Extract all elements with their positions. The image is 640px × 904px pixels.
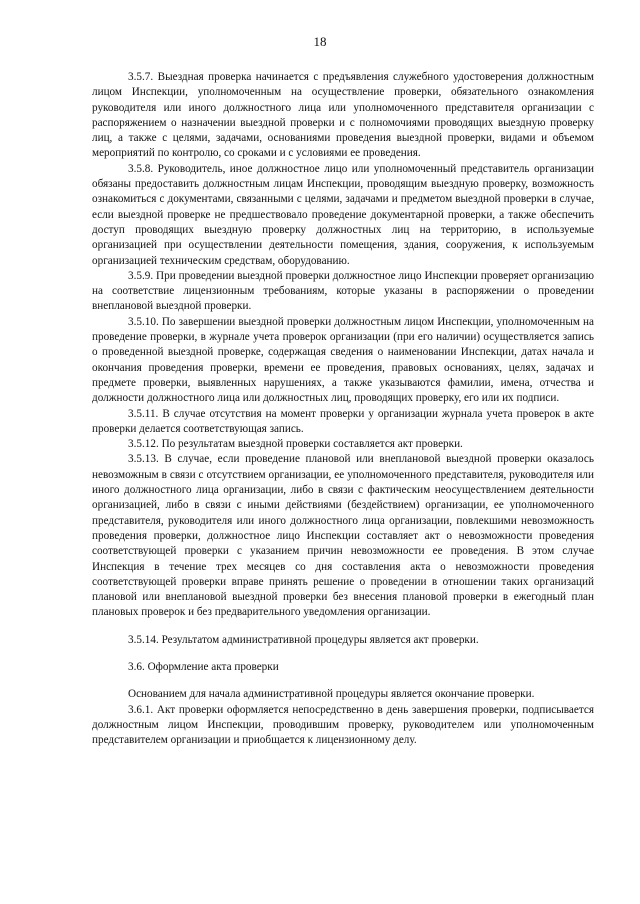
paragraph-3-5-10: 3.5.10. По завершении выездной проверки должностным лицом Инспекции, уполномоченным на проведение проверки, в журнале учета проверок организации (при его наличии) осуществляется запись о проведенной выездной проверке, содержащая сведения о наименовании Инспекции, датах начала и окончания проведения проверки, времени ее проведения, правовых основаниях, целях, задачах и предмете проверки, выявленных нарушениях, а также указываются фамилии, имена, отчества и должности должностного лица или должностных лиц, проводящих проверку, его или их подписи. bbox=[92, 315, 594, 405]
paragraph-3-5-9: 3.5.9. При проведении выездной проверки должностное лицо Инспекции проверяет организацию на соответствие лицензионным требованиям, которые указаны в распоряжении о проведении внеплановой выездной проверки. bbox=[92, 269, 594, 313]
paragraph-3-5-13: 3.5.13. В случае, если проведение плановой или внеплановой выездной проверки оказалось невозможным в связи с отсутствием организации, ее уполномоченного представителя, руководителя или иного должностного лица организации, либо в связи с фактическим неосуществлением деятельности организацией, либо в связи с иными действиями (бездействием) организации, ее уполномоченного представителя, руководителя или иного должностного лица организации, повлекшими невозможность проведения проверки, должностное лицо Инспекции составляет акт о невозможности проведения соответствующей проверки с указанием причин невозможности ее проведения. В этом случае Инспекция в течение трех месяцев со дня составления акта о невозможности проведения соответствующей проверки вправе принять решение о проведении в отношении таких организаций плановой или внеплановой выездной проверки без внесения плановой проверки в ежегодный план плановых проверок и без предварительного уведомления организации. bbox=[92, 453, 594, 619]
paragraph-3-5-7: 3.5.7. Выездная проверка начинается с предъявления служебного удостоверения должностным лицом Инспекции, уполномоченным на осуществление проверки, обязательного ознакомления руководителя или иного должностного лица или уполномоченного представителя организации с распоряжением о назначении выездной проверки и с полномочиями проводящих выездную проверку лиц, а также с целями, задачами, основаниями проведения выездной проверки, видами и объемом мероприятий по контролю, со сроками и с условиями ее проведения. bbox=[92, 71, 594, 160]
document-body bbox=[92, 70, 594, 748]
paragraph-3-6-1: 3.6.1. Акт проверки оформляется непосредственно в день завершения проверки, подписывается должностным лицом Инспекции, проводившим проверку, руководителем или уполномоченным представителем организации и приобщается к лицензионному делу. bbox=[92, 703, 594, 747]
page-number: 18 bbox=[313, 34, 327, 49]
paragraph-3-5-8: 3.5.8. Руководитель, иное должностное лицо или уполномоченный представитель организации обязаны предоставить должностным лицам Инспекции, проводящим выездную проверку, возможность ознакомиться с документами, связанными с целями, задачами и предметом выездной проверки в случае, если выездной проверке не предшествовало проведение документарной проверки, а также обеспечить доступ проводящих выездную проверку должностных лиц на территорию, в используемые организацией при осуществлении деятельности помещения, здания, сооружения, к используемым организацией техническим средствам, оборудованию. bbox=[92, 162, 594, 267]
paragraph-3-5-14: 3.5.14. Результатом административной процедуры является акт проверки. bbox=[128, 633, 479, 646]
paragraph-3-5-12: 3.5.12. По результатам выездной проверки составляется акт проверки. bbox=[128, 438, 463, 451]
paragraph-basis: Основанием для начала административной процедуры является окончание проверки. bbox=[128, 688, 535, 701]
section-heading-3-6: 3.6. Оформление акта проверки bbox=[128, 660, 279, 673]
paragraph-3-5-11: 3.5.11. В случае отсутствия на момент проверки у организации журнала учета проверок в акте проверки делается соответствующая запись. bbox=[92, 407, 594, 435]
